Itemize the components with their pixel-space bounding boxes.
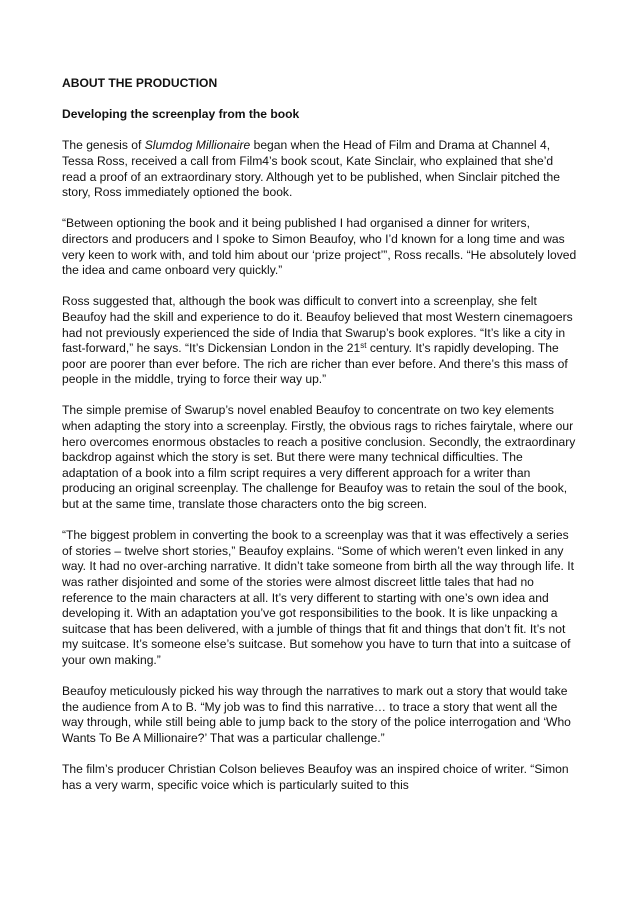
paragraph-2: “Between optioning the book and it being published I had organised a dinner for writers, directors and producers and I spoke to Simon Beaufoy, who I’d known for a long time and was very keen to work with, and told him about our ‘prize project’”, Ross recalls. “He absolutely loved the idea and came onboard very quickly.”: [62, 216, 577, 278]
paragraph-1-text-b: began when the Head of Film and Drama at Channel 4, Tessa Ross, received a call from Film4’s book scout, Kate Sinclair, who explained that she’d read a proof of an extraordinary story. Although yet to be published, when Sinclair pitched the story, Ross immediately optioned the book.: [62, 138, 560, 200]
paragraph-7: The film’s producer Christian Colson believes Beaufoy was an inspired choice of writer. “Simon has a very warm, specific voice which is particularly suited to this: [62, 762, 569, 792]
paragraph-3: [62, 294, 578, 388]
film-title: Slumdog Millionaire: [144, 138, 251, 153]
paragraph-6: Beaufoy meticulously picked his way through the narratives to mark out a story that would take the audience from A to B. “My job was to find this narrative… to trace a story that went all the way through, while still being able to jump back to the story of the police interrogation and ‘Who Wants To Be A Millionaire?’ That was a particular challenge.”: [62, 684, 571, 745]
section-heading: ABOUT THE PRODUCTION: [62, 76, 218, 90]
paragraph-5: “The biggest problem in converting the book to a screenplay was that it was effectively a series of stories – twelve short stories,” Beaufoy explains. “Some of which weren’t even linked in any way. It had no over-arching narrative. It didn’t take someone from birth all the way through life. It was rather disjointed and some of the stories were almost discreet little tales that had no reference to the main characters at all. It’s very different to starting with one’s own idea and developing it. With an adaptation you’ve got responsibilities to the book. It is like unpacking a suitcase that has been delivered, with a jumble of things that fit and things that don’t fit. It’s not my suitcase. It’s someone else’s suitcase. But somehow you have to turn that into a suitcase of your own making.”: [62, 528, 574, 667]
paragraph-3-text-a: Ross suggested that, although the book was difficult to convert into a screenplay, she felt Beaufoy had the skill and experience to do it. Beaufoy believed that most Western cinemagoers had not previously experienced the side of India that Swarup’s book explores. “It’s like a city in fast-forward,” he says. “It’s Dickensian London in the 21: [62, 294, 573, 356]
paragraph-1-text-a: The genesis of: [62, 138, 145, 153]
section-subheading: Developing the screenplay from the book: [62, 107, 300, 122]
paragraph-1: [62, 138, 578, 200]
document-page: [62, 76, 578, 809]
paragraph-4: The simple premise of Swarup’s novel enabled Beaufoy to concentrate on two key elements when adapting the story into a screenplay. Firstly, the obvious rags to riches fairytale, where our hero overcomes enormous obstacles to reach a positive conclusion. Secondly, the extraordinary backdrop against which the story is set. But there were many technical difficulties. The adaptation of a book into a film script requires a very different approach for a writer than producing an original screenplay. The challenge for Beaufoy was to retain the soul of the book, but at the same time, translate those characters onto the big screen.: [62, 403, 576, 512]
paragraph-3-text-b: century. It’s rapidly developing. The poor are poorer than ever before. The rich are richer than ever before. And there’s this mass of people in the middle, trying to force their way up.”: [62, 341, 568, 387]
ordinal-superscript: st: [360, 341, 367, 351]
